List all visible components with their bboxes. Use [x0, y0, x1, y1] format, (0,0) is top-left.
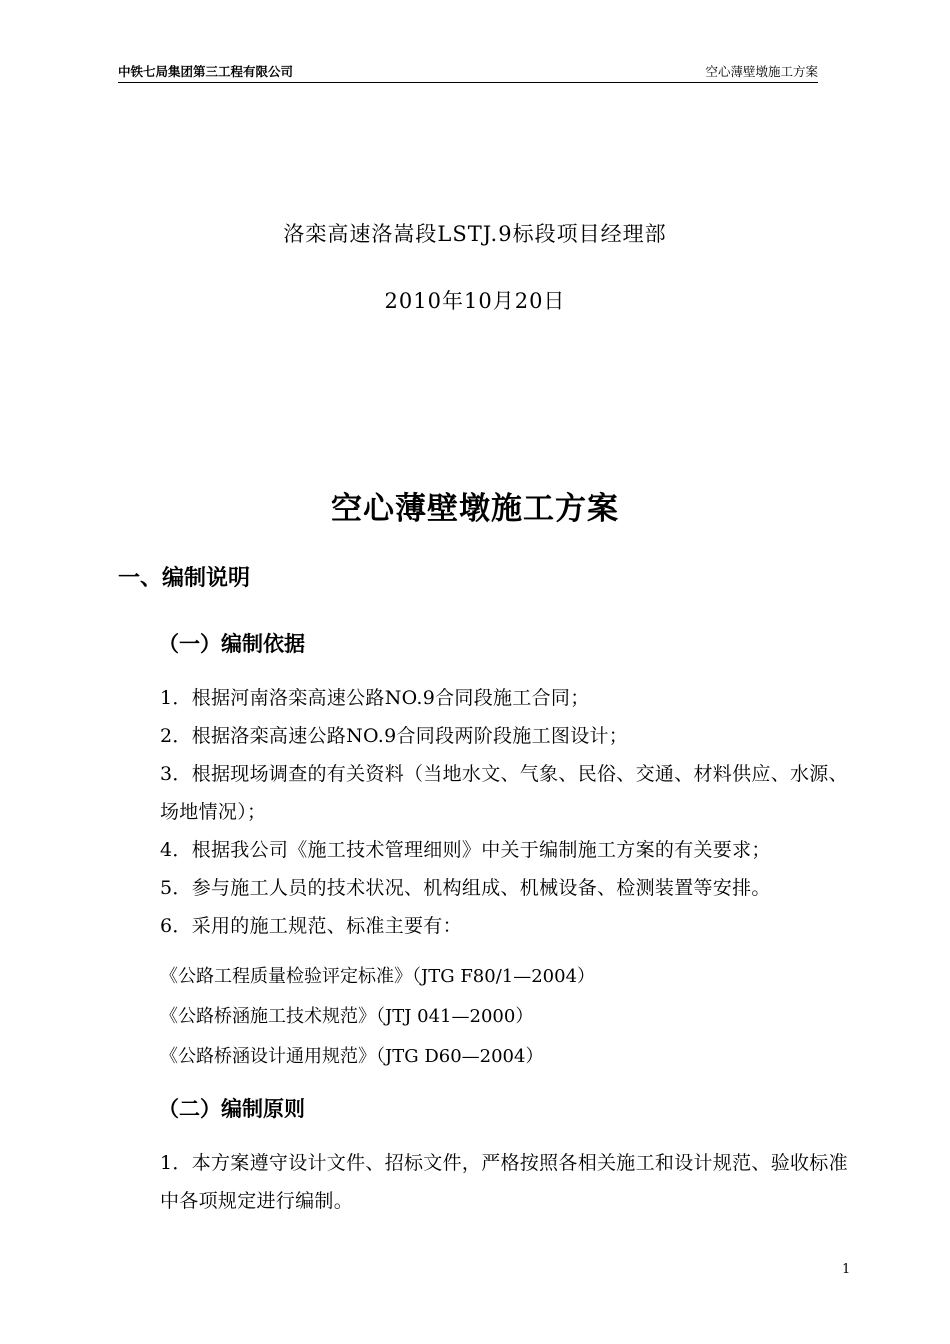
subsection-heading-principle: （二）编制原则 [158, 1097, 305, 1121]
subsection-heading-basis: （一）编制依据 [158, 632, 305, 656]
cover-organization: 洛栾高速洛嵩段LSTJ.9标段项目经理部 [283, 222, 667, 246]
standard-item: 《公路桥涵设计通用规范》（JTG D60—2004） [160, 1046, 544, 1067]
principle-list [118, 1144, 850, 1220]
list-item: 1．本方案遵守设计文件、招标文件，严格按照各相关施工和设计规范、验收标准中各项规定进行编制。 [160, 1152, 848, 1212]
page-header [118, 62, 818, 83]
document-title: 空心薄壁墩施工方案 [331, 491, 619, 527]
header-doc-title: 空心薄壁墩施工方案 [705, 64, 818, 79]
standard-item: 《公路工程质量检验评定标准》（JTG F80/1—2004） [160, 966, 596, 987]
section-heading: 一、编制说明 [118, 566, 251, 591]
list-item: 2．根据洛栾高速公路NO.9合同段两阶段施工图设计； [160, 725, 629, 747]
cover-date: 2010年10月20日 [384, 289, 566, 313]
header-company: 中铁七局集团第三工程有限公司 [118, 64, 294, 79]
page-number: 1 [842, 1262, 851, 1277]
list-item: 5．参与施工人员的技术状况、机构组成、机械设备、检测装置等安排。 [160, 877, 771, 899]
list-item: 6．采用的施工规范、标准主要有： [160, 915, 462, 937]
standard-item: 《公路桥涵施工技术规范》（JTJ 041—2000） [160, 1006, 534, 1027]
list-item: 1．根据河南洛栾高速公路NO.9合同段施工合同； [160, 687, 590, 709]
basis-list [118, 679, 850, 945]
list-item: 4．根据我公司《施工技术管理细则》中关于编制施工方案的有关要求； [160, 839, 771, 861]
list-item: 3．根据现场调查的有关资料（当地水文、气象、民俗、交通、材料供应、水源、场地情况）； [160, 763, 848, 823]
